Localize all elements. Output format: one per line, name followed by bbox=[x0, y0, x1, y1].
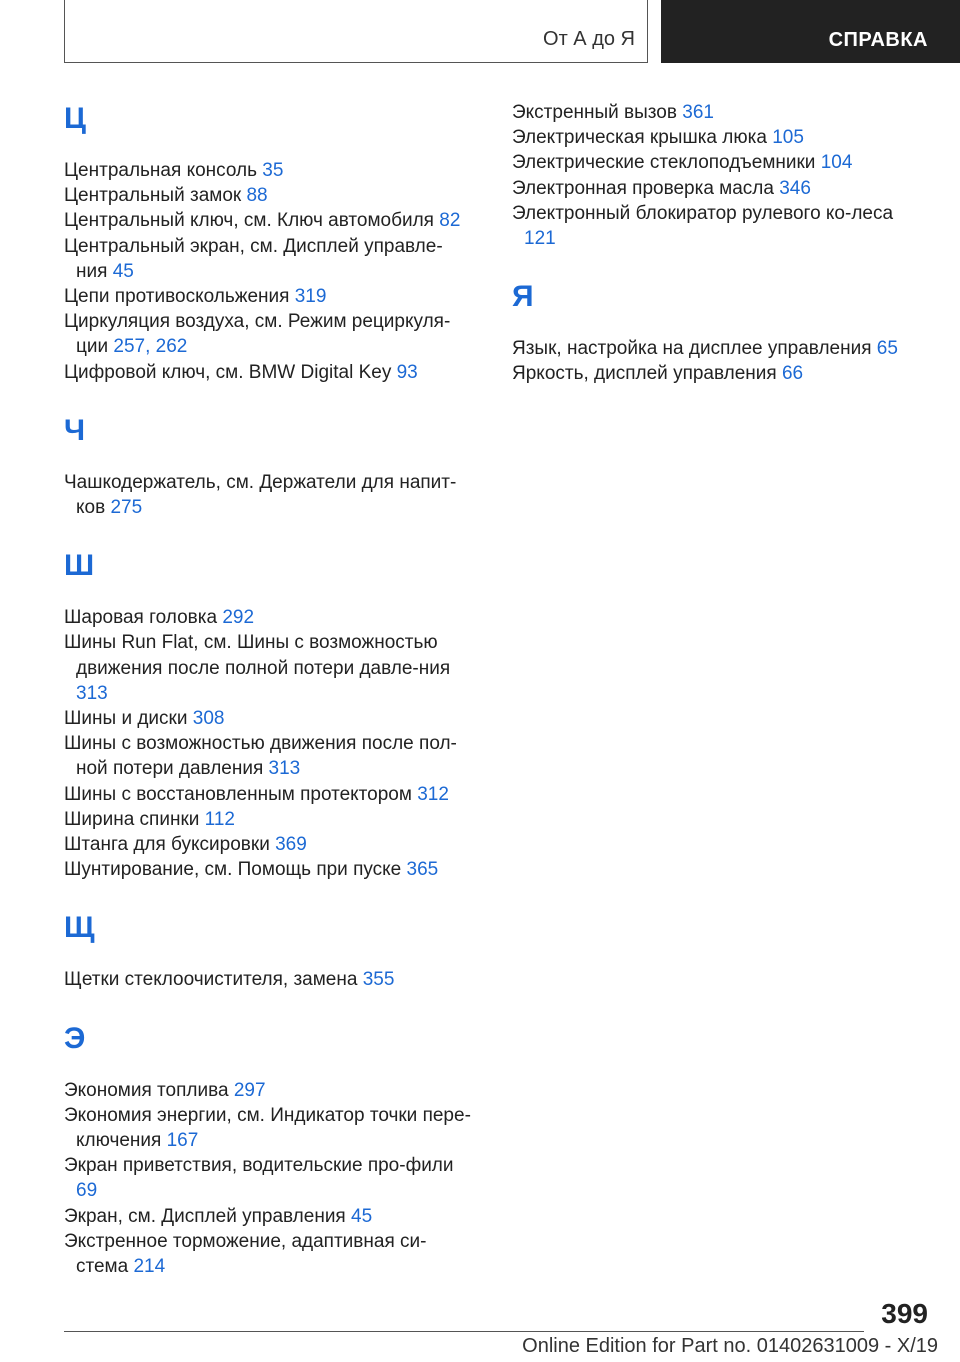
index-entry[interactable] bbox=[64, 731, 474, 781]
section-letter: Ц bbox=[64, 102, 86, 135]
entry-text: Шины с возможностью движения после пол-ной потери давления bbox=[64, 733, 457, 780]
entry-page-link[interactable]: 35 bbox=[262, 160, 284, 181]
entry-text: Циркуляция воздуха, см. Режим рециркуля-ции bbox=[64, 311, 451, 358]
index-entry[interactable] bbox=[512, 176, 922, 201]
entry-page-link[interactable]: 112 bbox=[204, 808, 235, 830]
entry-page-link[interactable]: 121 bbox=[524, 228, 556, 250]
entry-page-link[interactable]: 257, 262 bbox=[113, 336, 188, 358]
entry-page-link[interactable]: 93 bbox=[396, 361, 418, 383]
entry-text: Шаровая головка bbox=[64, 607, 223, 629]
entry-text: Электрическая крышка люка bbox=[512, 127, 773, 149]
index-entry[interactable] bbox=[512, 150, 922, 175]
index-entry[interactable] bbox=[64, 832, 474, 857]
entry-page-link[interactable]: 346 bbox=[779, 177, 811, 199]
entry-page-link[interactable]: 82 bbox=[439, 210, 461, 232]
footer-divider bbox=[64, 1331, 864, 1332]
index-entry[interactable] bbox=[512, 336, 922, 361]
index-entry[interactable] bbox=[64, 630, 474, 706]
entry-text: Цепи противоскольжения bbox=[64, 286, 295, 308]
entry-page-link[interactable]: 355 bbox=[362, 969, 395, 991]
index-entry[interactable] bbox=[64, 1153, 474, 1203]
index-entry[interactable] bbox=[64, 309, 474, 359]
section-letter: Щ bbox=[64, 911, 95, 945]
entry-page-link[interactable]: 45 bbox=[351, 1205, 373, 1227]
entry-text: Экономия топлива bbox=[64, 1079, 234, 1101]
index-entry[interactable] bbox=[64, 1078, 474, 1103]
entry-page-link[interactable]: 105 bbox=[772, 127, 804, 149]
index-entry[interactable] bbox=[64, 158, 474, 183]
entry-page-link[interactable]: 88 bbox=[246, 185, 268, 207]
entry-text: Чашкодержатель, см. Держатели для напит-ков bbox=[64, 471, 457, 519]
header-chapter-title: От А до Я bbox=[543, 28, 635, 50]
section-spacer bbox=[512, 251, 922, 274]
entry-page-link[interactable]: 313 bbox=[268, 758, 301, 780]
footer-edition-text: Online Edition for Part no. 01402631009 - X/19 bbox=[522, 1335, 938, 1357]
index-entry[interactable] bbox=[64, 605, 474, 630]
index-section-che bbox=[64, 408, 474, 520]
index-entry[interactable] bbox=[64, 1103, 474, 1153]
entry-page-link[interactable]: 319 bbox=[294, 286, 327, 308]
entry-text: Центральный экран, см. Дисплей управле-ния bbox=[64, 235, 443, 282]
index-section-e-continued bbox=[512, 100, 922, 251]
index-entry[interactable] bbox=[64, 360, 474, 385]
entry-page-link[interactable]: 104 bbox=[820, 152, 853, 174]
index-entry[interactable] bbox=[512, 125, 922, 150]
entry-text: Электронный блокиратор рулевого ко-леса bbox=[512, 202, 894, 224]
index-entry[interactable] bbox=[64, 1204, 474, 1229]
entry-text: Цифровой ключ, см. BMW Digital Key bbox=[64, 361, 397, 383]
entry-page-link[interactable]: 69 bbox=[76, 1180, 98, 1202]
entry-text: Яркость, дисплей управления bbox=[512, 363, 782, 385]
entry-text: Щетки стеклоочистителя, замена bbox=[64, 969, 363, 991]
entry-page-link[interactable]: 66 bbox=[781, 363, 804, 385]
index-entry[interactable] bbox=[64, 1229, 474, 1279]
entry-page-link[interactable]: 312 bbox=[417, 783, 449, 805]
entry-text: Язык, настройка на дисплее управления bbox=[512, 338, 877, 360]
index-column-left bbox=[64, 96, 474, 1279]
entry-text: Экстренный вызов bbox=[512, 102, 683, 123]
entry-text: Экран приветствия, водительские про-фили bbox=[64, 1155, 454, 1177]
entry-page-link[interactable]: 369 bbox=[275, 834, 307, 856]
index-column-right bbox=[512, 96, 922, 387]
entry-page-link[interactable]: 45 bbox=[112, 260, 134, 282]
index-entry[interactable] bbox=[64, 967, 474, 992]
entry-text: Электрические стеклоподъемники bbox=[512, 152, 821, 174]
index-entry[interactable] bbox=[512, 361, 922, 386]
entry-text: Штанга для буксировки bbox=[64, 834, 276, 856]
index-entry[interactable] bbox=[512, 201, 922, 251]
index-entry[interactable] bbox=[64, 857, 474, 882]
entry-page-link[interactable]: 65 bbox=[876, 338, 898, 360]
entry-text: Экстренное торможение, адаптивная си-стема bbox=[64, 1230, 427, 1278]
entry-text: Шины и диски bbox=[64, 708, 193, 730]
entry-text: Центральный замок bbox=[64, 185, 247, 207]
entry-page-link[interactable]: 313 bbox=[76, 682, 108, 704]
entry-page-link[interactable]: 297 bbox=[233, 1079, 266, 1101]
index-section-ya bbox=[512, 274, 922, 386]
page-number: 399 bbox=[881, 1298, 928, 1329]
section-letter: Ш bbox=[64, 549, 95, 583]
section-letter: Ч bbox=[64, 413, 86, 447]
index-entry[interactable] bbox=[512, 100, 922, 125]
index-entry[interactable] bbox=[64, 706, 474, 731]
entry-text: Шины Run Flat, см. Шины с возможностью движения после полной потери давле-ния bbox=[64, 632, 451, 679]
entry-page-link[interactable]: 308 bbox=[192, 708, 225, 730]
index-entry[interactable] bbox=[64, 284, 474, 309]
index-entry[interactable] bbox=[64, 782, 474, 807]
entry-page-link[interactable]: 167 bbox=[166, 1130, 199, 1152]
header-section-tab bbox=[661, 0, 960, 63]
entry-text: Центральный ключ, см. Ключ автомобиля bbox=[64, 210, 440, 232]
index-entry[interactable] bbox=[64, 807, 474, 832]
header-chapter-tab bbox=[64, 0, 648, 63]
index-section-shcha bbox=[64, 905, 474, 992]
entry-page-link[interactable]: 275 bbox=[110, 497, 143, 519]
entry-page-link[interactable]: 292 bbox=[222, 607, 255, 629]
section-letter: Э bbox=[64, 1021, 86, 1055]
index-section-tse bbox=[64, 96, 474, 385]
entry-text: Экран, см. Дисплей управления bbox=[64, 1205, 351, 1227]
entry-text: Шины с восстановленным протектором bbox=[64, 783, 418, 805]
index-entry[interactable] bbox=[64, 208, 474, 233]
index-section-e bbox=[64, 1016, 474, 1280]
section-letter: Я bbox=[512, 280, 534, 314]
entry-text: Экономия энергии, см. Индикатор точки пере-ключения bbox=[64, 1104, 471, 1152]
entry-text: Центральная консоль bbox=[64, 160, 263, 181]
header-section-title: СПРАВКА bbox=[828, 29, 928, 51]
index-section-sha bbox=[64, 543, 474, 882]
entry-page-link[interactable]: 361 bbox=[682, 102, 714, 123]
index-entry[interactable] bbox=[64, 234, 474, 284]
entry-text: Шунтирование, см. Помощь при пуске bbox=[64, 859, 407, 881]
index-entry[interactable] bbox=[64, 470, 474, 520]
entry-text: Электронная проверка масла bbox=[512, 177, 780, 199]
entry-page-link[interactable]: 365 bbox=[406, 859, 439, 881]
entry-page-link[interactable]: 214 bbox=[133, 1256, 166, 1278]
index-entry[interactable] bbox=[64, 183, 474, 208]
entry-text: Ширина спинки bbox=[64, 808, 205, 830]
